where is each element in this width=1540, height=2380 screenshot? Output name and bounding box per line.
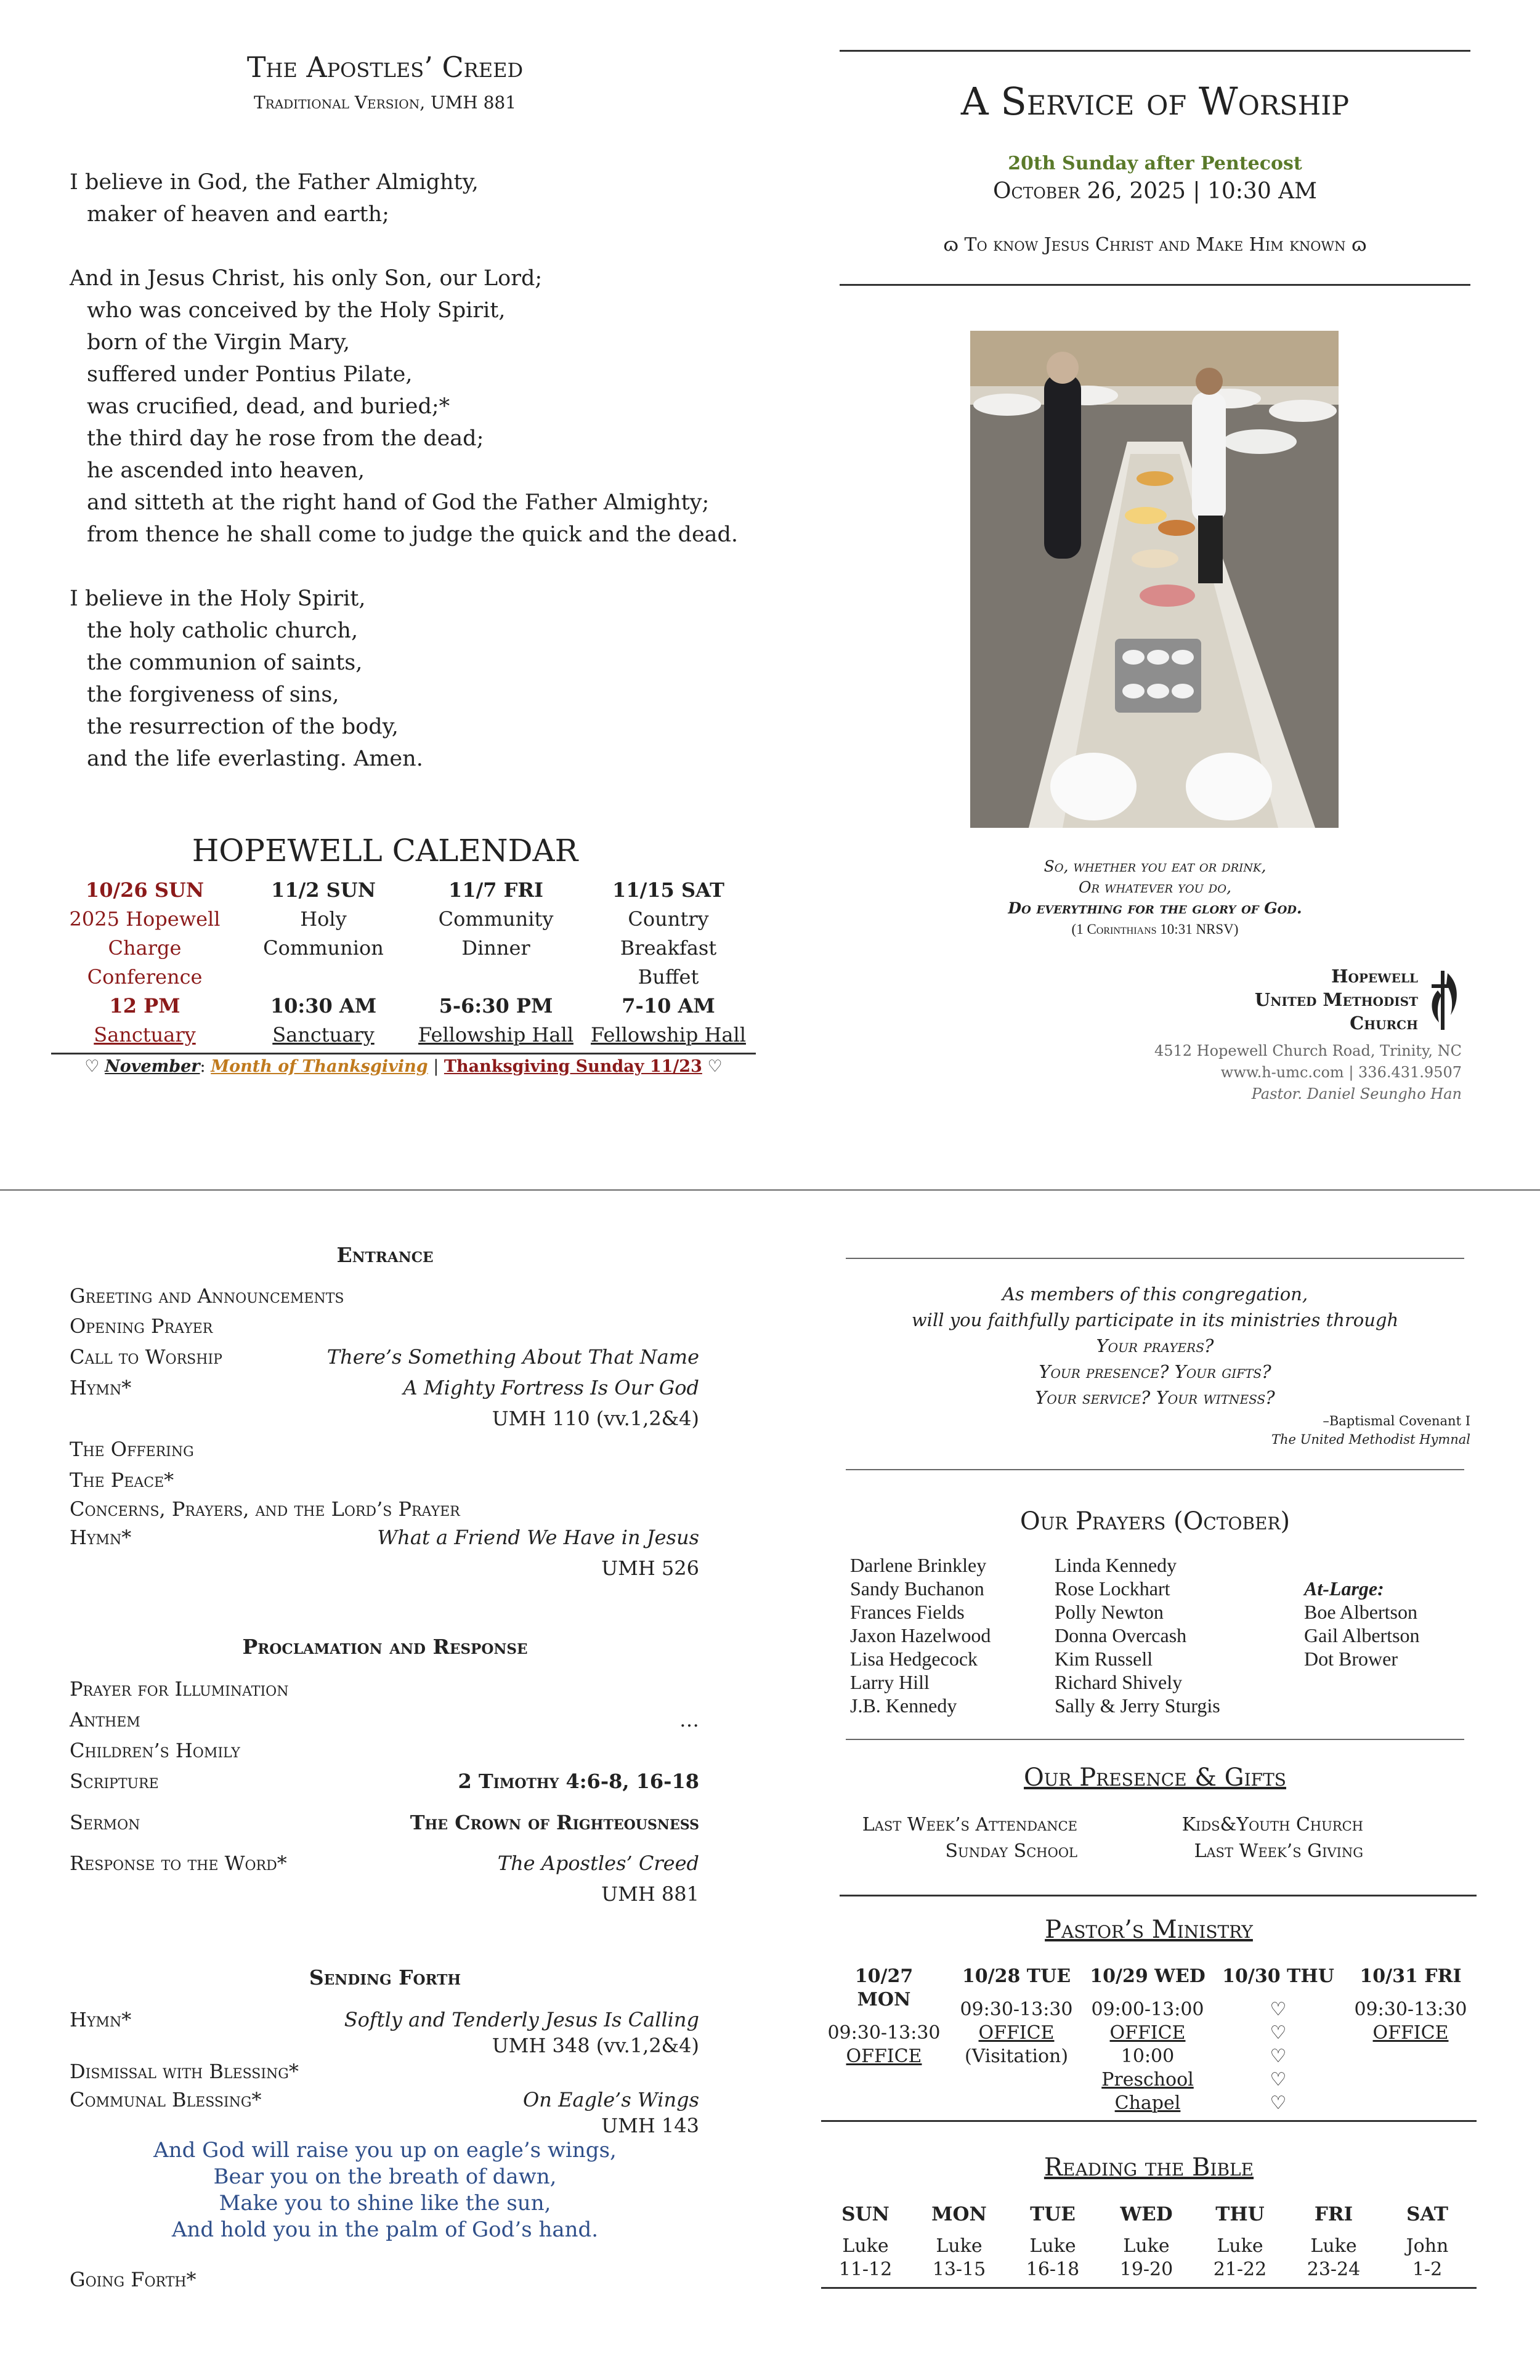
ministry-day bbox=[1220, 1965, 1337, 2115]
verse-line: Or whatever you do, bbox=[1079, 878, 1231, 896]
calendar-line: Communion bbox=[263, 936, 384, 960]
calendar-date: 11/15 SAT bbox=[612, 878, 724, 902]
ministry-office-link[interactable]: OFFICE bbox=[1372, 2022, 1449, 2044]
item-greeting: Greeting and Announcements bbox=[70, 1284, 344, 1308]
creed-line: the holy catholic church, bbox=[87, 618, 359, 643]
at-large-label: At-Large: bbox=[1304, 1577, 1384, 1600]
creed-line: suffered under Pontius Pilate, bbox=[87, 362, 413, 387]
reading-day-label: THU bbox=[1215, 2203, 1265, 2225]
calendar-line: Charge bbox=[108, 936, 182, 960]
item-call-to-worship: Call to Worship bbox=[70, 1345, 222, 1369]
ministry-office-link[interactable]: OFFICE bbox=[846, 2046, 922, 2067]
reading-day bbox=[1022, 2203, 1084, 2281]
heart-icon: ♡ bbox=[1270, 2069, 1287, 2091]
covenant-text bbox=[846, 1281, 1464, 1411]
prayer-name: Rose Lockhart bbox=[1055, 1577, 1170, 1600]
reading-chapters: 11-12 bbox=[838, 2259, 893, 2280]
calendar-column bbox=[59, 876, 231, 1050]
heart-icon: ♡ bbox=[707, 1057, 723, 1076]
prayers-bottom-rule bbox=[846, 1739, 1464, 1740]
reading-chapters: 23-24 bbox=[1307, 2259, 1361, 2280]
item-illumination: Prayer for Illumination bbox=[70, 1677, 289, 1701]
covenant-top-rule bbox=[846, 1258, 1464, 1259]
cover-motto: ɷ To know Jesus Christ and Make Him known ɷ bbox=[943, 234, 1367, 256]
reading-day-label: SAT bbox=[1406, 2203, 1448, 2225]
footer-theme-link[interactable]: Month of Thanksgiving bbox=[211, 1057, 428, 1076]
calendar-date: 11/2 SUN bbox=[271, 878, 376, 902]
reading-day bbox=[1116, 2203, 1177, 2281]
heart-icon: ♡ bbox=[1270, 2092, 1287, 2114]
scripture-reference: 2 Timothy 4:6-8, 16-18 bbox=[458, 1770, 699, 1793]
prayer-name: Gail Albertson bbox=[1304, 1624, 1420, 1646]
calendar-line: Dinner bbox=[461, 936, 530, 960]
hymn-title: Softly and Tenderly Jesus Is Calling bbox=[344, 2008, 699, 2031]
response-title: The Apostles’ Creed bbox=[497, 1852, 699, 1875]
reading-day bbox=[1209, 2203, 1271, 2281]
item-homily: Children’s Homily bbox=[70, 1739, 240, 1762]
item-hymn: Hymn* bbox=[70, 1376, 132, 1399]
reading-day bbox=[928, 2203, 990, 2281]
presence-bottom-rule bbox=[840, 1895, 1477, 1896]
item-sermon: Sermon bbox=[70, 1811, 140, 1834]
creed-line: and the life everlasting. Amen. bbox=[87, 747, 423, 771]
creed-line: the forgiveness of sins, bbox=[87, 682, 339, 707]
prayer-name: Boe Albertson bbox=[1304, 1601, 1417, 1623]
ministry-day bbox=[958, 1965, 1075, 2068]
calendar-divider bbox=[51, 1053, 756, 1054]
calendar-line: Buffet bbox=[638, 965, 699, 989]
calendar-place-link[interactable]: Sanctuary bbox=[272, 1023, 375, 1046]
prayer-name: J.B. Kennedy bbox=[850, 1694, 957, 1717]
cover-bottom-rule bbox=[840, 284, 1470, 286]
creed-line: he ascended into heaven, bbox=[87, 458, 365, 483]
calendar-footer bbox=[51, 1057, 756, 1076]
reading-day bbox=[835, 2203, 896, 2281]
reading-book: Luke bbox=[842, 2235, 889, 2257]
creed-line: I believe in God, the Father Almighty, bbox=[70, 170, 479, 195]
prayer-name: Sally & Jerry Sturgis bbox=[1055, 1694, 1220, 1717]
presence-title: Our Presence & Gifts bbox=[1024, 1763, 1286, 1792]
calendar-line: Breakfast bbox=[620, 936, 717, 960]
creed-line: I believe in the Holy Spirit, bbox=[70, 586, 366, 611]
ministry-title: Pastor’s Ministry bbox=[1045, 1916, 1253, 1944]
prayer-name: Jaxon Hazelwood bbox=[850, 1624, 991, 1646]
cover-title: A Service of Worship bbox=[960, 79, 1350, 124]
reading-day-label: WED bbox=[1120, 2203, 1173, 2225]
covenant-line: Your prayers? bbox=[1096, 1335, 1214, 1356]
ministry-day-label: 10/31 FRI bbox=[1360, 1965, 1462, 1987]
item-hymn: Hymn* bbox=[70, 1526, 132, 1549]
ministry-line: 09:30-13:30 bbox=[960, 1999, 1073, 2020]
prayers-column-3 bbox=[1304, 1577, 1420, 1670]
footer-month: November bbox=[105, 1057, 200, 1076]
prayer-name: Richard Shively bbox=[1055, 1671, 1183, 1693]
prayers-column-2 bbox=[1055, 1553, 1220, 1717]
sermon-title: The Crown of Righteousness bbox=[410, 1811, 699, 1834]
sunday-school-label: Sunday School bbox=[945, 1840, 1077, 1862]
cover-verse bbox=[840, 856, 1470, 940]
calendar-line bbox=[410, 963, 582, 992]
ministry-office-link[interactable]: OFFICE bbox=[1109, 2022, 1186, 2044]
covenant-citation: –Baptismal Covenant I bbox=[1323, 1414, 1470, 1428]
ministry-chapel-link[interactable]: Chapel bbox=[1114, 2092, 1181, 2114]
item-offering: The Offering bbox=[70, 1438, 194, 1461]
item-scripture: Scripture bbox=[70, 1770, 159, 1793]
calendar-column bbox=[410, 876, 582, 1050]
kids-youth-label: Kids&Youth Church bbox=[1181, 1814, 1363, 1836]
hymn-title: A Mighty Fortress Is Our God bbox=[403, 1376, 699, 1399]
creed-line: was crucified, dead, and buried;* bbox=[87, 394, 450, 419]
creed-line: the communion of saints, bbox=[87, 650, 363, 675]
ministry-office-link[interactable]: OFFICE bbox=[978, 2022, 1055, 2044]
ministry-day bbox=[1352, 1965, 1469, 2045]
verse-line: Do everything for the glory of God. bbox=[1008, 899, 1302, 917]
reading-day-label: MON bbox=[931, 2203, 987, 2225]
response-number: UMH 881 bbox=[601, 1882, 699, 1906]
item-hymn: Hymn* bbox=[70, 2008, 132, 2031]
covenant-bottom-rule bbox=[846, 1469, 1464, 1470]
reading-book: Luke bbox=[1217, 2235, 1263, 2257]
heart-icon: ♡ bbox=[1270, 1999, 1287, 2020]
footer-bar: | bbox=[433, 1057, 439, 1076]
ministry-day-label: 10/27 MON bbox=[854, 1965, 914, 2010]
covenant-line: As members of this congregation, bbox=[1002, 1284, 1308, 1305]
ministry-preschool-link[interactable]: Preschool bbox=[1101, 2069, 1194, 2091]
ministry-day-label: 10/30 THU bbox=[1222, 1965, 1334, 1987]
attendance-label: Last Week’s Attendance bbox=[862, 1814, 1077, 1836]
reading-chapters: 21-22 bbox=[1213, 2259, 1267, 2280]
creed-line: who was conceived by the Holy Spirit, bbox=[87, 298, 506, 323]
prayers-column-1 bbox=[850, 1553, 991, 1717]
cover-date: October 26, 2025 | 10:30 AM bbox=[992, 179, 1318, 204]
calendar-place-link[interactable]: Fellowship Hall bbox=[591, 1023, 746, 1046]
creed-line: born of the Virgin Mary, bbox=[87, 330, 351, 355]
calendar-line: Conference bbox=[87, 965, 203, 989]
section-entrance: Entrance bbox=[336, 1243, 434, 1267]
reading-chapters: 1-2 bbox=[1412, 2259, 1443, 2280]
reading-chapters: 19-20 bbox=[1119, 2259, 1173, 2280]
reading-bottom-rule bbox=[821, 2287, 1477, 2289]
verse-line: So, whether you eat or drink, bbox=[1044, 857, 1266, 875]
fellowship-photo-illustration bbox=[970, 331, 1339, 828]
creed-line: the resurrection of the body, bbox=[87, 714, 399, 739]
hymn-number: UMH 110 (vv.1,2&4) bbox=[492, 1407, 699, 1430]
ministry-line: 09:00-13:00 bbox=[1091, 1999, 1204, 2020]
calendar-line bbox=[237, 963, 410, 992]
refrain-line: And hold you in the palm of God’s hand. bbox=[171, 2217, 599, 2242]
anthem-value: … bbox=[679, 1708, 699, 1731]
prayer-name: Darlene Brinkley bbox=[850, 1554, 987, 1576]
calendar-time: 5-6:30 PM bbox=[439, 994, 553, 1018]
heart-icon: ♡ bbox=[84, 1057, 100, 1076]
church-name bbox=[1140, 965, 1418, 1035]
prayer-name: Sandy Buchanon bbox=[850, 1577, 984, 1600]
creed-line: the third day he rose from the dead; bbox=[87, 426, 484, 451]
reading-book: Luke bbox=[1310, 2235, 1357, 2257]
item-anthem: Anthem bbox=[70, 1708, 140, 1731]
ministry-line: (Visitation) bbox=[964, 2046, 1069, 2067]
item-response: Response to the Word* bbox=[70, 1852, 287, 1875]
hymn-number: UMH 348 (vv.1,2&4) bbox=[492, 2034, 699, 2057]
cover-top-rule bbox=[840, 50, 1470, 52]
creed-line: from thence he shall come to judge the quick and the dead. bbox=[87, 522, 739, 547]
refrain-line: Make you to shine like the sun, bbox=[219, 2191, 551, 2216]
calendar-column bbox=[582, 876, 755, 1050]
reading-day-label: TUE bbox=[1030, 2203, 1076, 2225]
church-web[interactable]: www.h-umc.com | 336.431.9507 bbox=[1220, 1064, 1462, 1081]
item-going-forth: Going Forth* bbox=[70, 2268, 197, 2291]
reading-book: Luke bbox=[936, 2235, 983, 2257]
prayer-name: Donna Overcash bbox=[1055, 1624, 1187, 1646]
item-communal-blessing: Communal Blessing* bbox=[70, 2088, 262, 2111]
reading-day-label: SUN bbox=[841, 2203, 890, 2225]
section-proclamation: Proclamation and Response bbox=[242, 1635, 528, 1659]
item-dismissal: Dismissal with Blessing* bbox=[70, 2060, 299, 2083]
eagles-wings-refrain bbox=[70, 2137, 700, 2243]
prayer-name: Lisa Hedgecock bbox=[850, 1648, 978, 1670]
reading-day-label: FRI bbox=[1314, 2203, 1353, 2225]
reading-day bbox=[1303, 2203, 1364, 2281]
item-concerns: Concerns, Prayers, and the Lord’s Prayer bbox=[70, 1497, 460, 1521]
reading-book: Luke bbox=[1123, 2235, 1170, 2257]
church-name-line: Church bbox=[1350, 1013, 1418, 1034]
calendar-time: 10:30 AM bbox=[270, 994, 377, 1018]
prayer-name: Kim Russell bbox=[1055, 1648, 1153, 1670]
page-fold bbox=[0, 1189, 1540, 1191]
ministry-day bbox=[825, 1965, 942, 2068]
reading-day bbox=[1396, 2203, 1458, 2281]
calendar-line: Country bbox=[628, 907, 709, 931]
calendar-line: 2025 Hopewell bbox=[69, 907, 221, 931]
communal-title: On Eagle’s Wings bbox=[523, 2088, 699, 2111]
creed-line: and sitteth at the right hand of God the Father Almighty; bbox=[87, 490, 710, 515]
ministry-line: 09:30-13:30 bbox=[827, 2022, 941, 2044]
reading-chapters: 16-18 bbox=[1026, 2259, 1080, 2280]
hymn-number: UMH 526 bbox=[601, 1556, 699, 1580]
footer-sunday-link[interactable]: Thanksgiving Sunday 11/23 bbox=[444, 1057, 702, 1076]
communal-number: UMH 143 bbox=[601, 2114, 699, 2137]
calendar-time: 12 PM bbox=[109, 994, 180, 1018]
calendar-line: Community bbox=[438, 907, 554, 931]
creed-title: The Apostles’ Creed bbox=[246, 51, 524, 84]
ministry-day-label: 10/29 WED bbox=[1090, 1965, 1206, 1987]
calendar-date: 11/7 FRI bbox=[448, 878, 543, 902]
calendar-place-link[interactable]: Fellowship Hall bbox=[418, 1023, 573, 1046]
giving-label: Last Week’s Giving bbox=[1194, 1840, 1363, 1862]
item-peace: The Peace* bbox=[70, 1468, 174, 1492]
church-pastor: Pastor. Daniel Seungho Han bbox=[1251, 1085, 1462, 1103]
call-to-worship-title: There’s Something About That Name bbox=[326, 1345, 699, 1369]
cover-sunday: 20th Sunday after Pentecost bbox=[1008, 153, 1302, 174]
verse-reference: (1 Corinthians 10:31 NRSV) bbox=[1071, 921, 1239, 937]
reading-book: Luke bbox=[1029, 2235, 1076, 2257]
creed-line: And in Jesus Christ, his only Son, our Lord; bbox=[70, 266, 543, 291]
church-address: 4512 Hopewell Church Road, Trinity, NC bbox=[1154, 1042, 1462, 1059]
prayer-name: Linda Kennedy bbox=[1055, 1554, 1177, 1576]
cross-and-flame-icon bbox=[1423, 966, 1466, 1034]
church-name-line: Hopewell bbox=[1331, 966, 1418, 987]
heart-icon: ♡ bbox=[1270, 2046, 1287, 2067]
item-opening-prayer: Opening Prayer bbox=[70, 1314, 213, 1338]
fellowship-photo bbox=[970, 331, 1339, 828]
footer-sep: : bbox=[200, 1057, 206, 1076]
covenant-line: Your presence? Your gifts? bbox=[1039, 1361, 1271, 1382]
ministry-line: 10:00 bbox=[1121, 2046, 1175, 2067]
reading-book: John bbox=[1406, 2235, 1449, 2257]
covenant-citation-hymnal: The United Methodist Hymnal bbox=[1271, 1432, 1470, 1447]
prayer-name: Polly Newton bbox=[1055, 1601, 1164, 1623]
prayers-title: Our Prayers (October) bbox=[1019, 1507, 1291, 1536]
calendar-line: Holy bbox=[300, 907, 347, 931]
reading-title: Reading the Bible bbox=[1044, 2153, 1254, 2182]
reading-chapters: 13-15 bbox=[932, 2259, 986, 2280]
prayer-name: Larry Hill bbox=[850, 1671, 930, 1693]
calendar-place-link[interactable]: Sanctuary bbox=[94, 1023, 196, 1046]
refrain-line: Bear you on the breath of dawn, bbox=[213, 2164, 557, 2189]
calendar-time: 7-10 AM bbox=[622, 994, 715, 1018]
covenant-line: will you faithfully participate in its ministries through bbox=[911, 1309, 1399, 1330]
prayer-name: Frances Fields bbox=[850, 1601, 965, 1623]
refrain-line: And God will raise you up on eagle’s wings, bbox=[153, 2138, 617, 2163]
calendar-title: HOPEWELL CALENDAR bbox=[192, 833, 578, 868]
calendar-date: 10/26 SUN bbox=[85, 878, 205, 902]
hymn-title: What a Friend We Have in Jesus bbox=[377, 1526, 699, 1549]
church-name-line: United Methodist bbox=[1254, 989, 1418, 1010]
calendar-column bbox=[237, 876, 410, 1050]
ministry-day bbox=[1089, 1965, 1206, 2115]
creed-line: maker of heaven and earth; bbox=[87, 202, 389, 227]
ministry-line: 09:30-13:30 bbox=[1354, 1999, 1467, 2020]
ministry-day-label: 10/28 TUE bbox=[962, 1965, 1071, 1987]
creed-subtitle: Traditional Version, UMH 881 bbox=[253, 92, 517, 113]
prayer-name: Dot Brower bbox=[1304, 1648, 1398, 1670]
ministry-bottom-rule bbox=[821, 2120, 1477, 2122]
covenant-line: Your service? Your witness? bbox=[1035, 1387, 1275, 1408]
section-sending: Sending Forth bbox=[309, 1965, 461, 1989]
heart-icon: ♡ bbox=[1270, 2022, 1287, 2044]
